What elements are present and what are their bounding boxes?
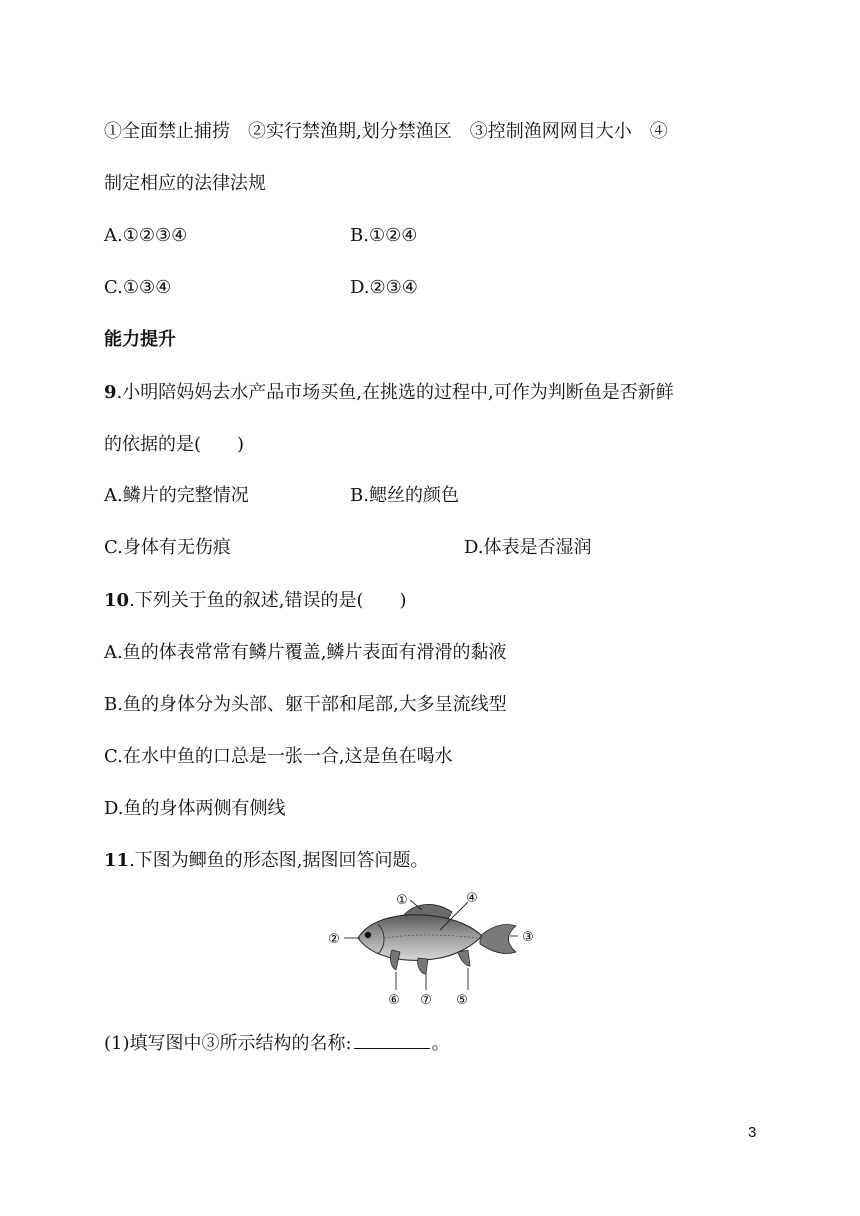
q8-option-b: B.①②④ <box>350 225 418 246</box>
q8-option-c: C.①③④ <box>104 277 172 298</box>
q10-stem <box>104 589 407 613</box>
q10-option-d: D.鱼的身体两侧有侧线 <box>104 798 286 819</box>
q10-stem-text: .下列关于鱼的叙述,错误的是( ) <box>129 590 407 611</box>
q9-option-a: A.鳞片的完整情况 <box>104 485 249 506</box>
q9-stem-line2: 的依据的是( ) <box>104 434 245 455</box>
figure-label-5: ⑤ <box>456 993 468 1008</box>
q11-stem <box>104 849 429 873</box>
q10-option-c: C.在水中鱼的口总是一张一合,这是鱼在喝水 <box>104 746 453 767</box>
q10-option-b: B.鱼的身体分为头部、躯干部和尾部,大多呈流线型 <box>104 694 507 715</box>
page-number: 3 <box>748 1124 757 1141</box>
pelvic-fin <box>418 958 428 974</box>
pectoral-fin <box>390 950 400 970</box>
q9-option-b: B.鳃丝的颜色 <box>350 485 459 506</box>
anal-fin <box>458 950 470 966</box>
tail-fin <box>480 924 516 953</box>
answer-blank[interactable] <box>354 1030 430 1049</box>
figure-label-3: ③ <box>522 930 534 945</box>
q9-option-c: C.身体有无伤痕 <box>104 537 231 558</box>
figure-label-1: ① <box>396 893 408 908</box>
q10-option-a: A.鱼的体表常常有鳞片覆盖,鳞片表面有滑滑的黏液 <box>104 642 507 663</box>
figure-label-2: ② <box>328 932 340 947</box>
crucian-carp-figure <box>322 886 540 1010</box>
figure-label-7: ⑦ <box>420 993 432 1008</box>
q9-stem-text: .小明陪妈妈去水产品市场买鱼,在挑选的过程中,可作为判断鱼是否新鲜 <box>116 382 674 403</box>
q8-choices-line1: ①全面禁止捕捞 ②实行禁渔期,划分禁渔区 ③控制渔网网目大小 ④ <box>104 121 668 142</box>
q9-option-d: D.体表是否湿润 <box>464 537 592 558</box>
q11-sub1-prefix: (1)填写图中③所示结构的名称: <box>104 1033 352 1054</box>
q10-number: 10 <box>104 590 130 611</box>
q11-number: 11 <box>104 850 130 871</box>
q9-stem-line1 <box>104 381 674 405</box>
q11-stem-text: .下图为鲫鱼的形态图,据图回答问题。 <box>129 850 429 871</box>
figure-label-6: ⑥ <box>388 993 400 1008</box>
section-heading: 能力提升 <box>104 329 176 350</box>
q8-choices-line2: 制定相应的法律法规 <box>104 173 266 194</box>
q8-option-d: D.②③④ <box>350 277 418 298</box>
fish-eye <box>365 932 371 938</box>
q11-subquestion-1 <box>104 1030 450 1056</box>
q8-option-a: A.①②③④ <box>104 225 188 246</box>
q9-number: 9 <box>104 382 117 403</box>
figure-label-4: ④ <box>466 891 478 906</box>
q11-sub1-suffix: 。 <box>431 1033 450 1054</box>
